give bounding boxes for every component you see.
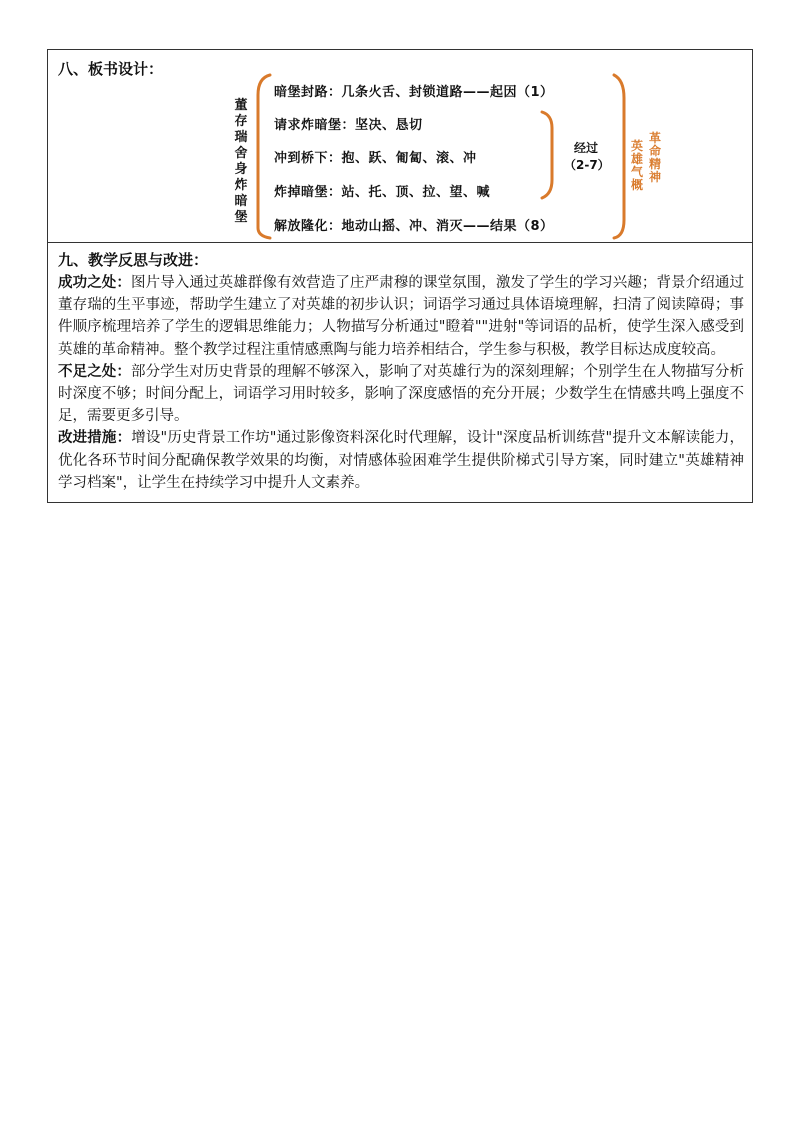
board-design-section bbox=[48, 50, 752, 243]
board-line-4: 炸掉暗堡：站、托、顶、拉、望、喊 bbox=[274, 185, 491, 200]
board-jingguo-label: 经过 bbox=[573, 141, 598, 155]
reflection-section bbox=[48, 243, 752, 502]
shortcoming-text: 部分学生对历史背景的理解不够深入，影响了对英雄行为的深刻理解；个别学生在人物描写分析时深度不够；时间分配上，词语学习用时较多，影响了深度感悟的充分开展；少数学生在情感共鸣上强度不足，需要更多引导。 bbox=[58, 363, 745, 425]
board-design-title: 八、板书设计： bbox=[58, 60, 164, 78]
board-jingguo-range: （2-7） bbox=[564, 158, 610, 172]
shortcoming-label: 不足之处： bbox=[58, 363, 131, 380]
success-paragraph bbox=[58, 272, 744, 361]
improve-label: 改进措施： bbox=[58, 430, 132, 447]
improve-text: 增设"历史背景工作坊"通过影像资料深化时代理解，设计"深度品析训练营"提升文本解读能力，优化各环节时间分配确保教学效果的均衡，对情感体验困难学生提供阶梯式引导方案，同时建立"英雄精神学习档案"，让学生在持续学习中提升人文素养。 bbox=[58, 430, 744, 491]
lesson-plan-table bbox=[47, 49, 753, 503]
reflection-title: 九、教学反思与改进： bbox=[58, 251, 209, 269]
board-line-3: 冲到桥下：抱、跃、匍匐、滚、冲 bbox=[274, 151, 477, 166]
board-line-1: 暗堡封路：几条火舌、封锁道路——起因（1） bbox=[274, 85, 554, 100]
board-right-col-1: 英 雄 气 概 bbox=[630, 139, 643, 192]
improve-paragraph bbox=[58, 427, 744, 494]
board-right-col-2: 革 命 精 神 bbox=[648, 131, 661, 184]
board-vertical-title: 董 存 瑞 舍 身 炸 暗 堡 bbox=[234, 98, 248, 225]
board-line-5: 解放隆化：地动山摇、冲、消灭——结果（8） bbox=[274, 219, 554, 234]
shortcoming-paragraph bbox=[58, 361, 744, 428]
success-label: 成功之处： bbox=[58, 275, 131, 291]
success-text: 图片导入通过英雄群像有效营造了庄严肃穆的课堂氛围，激发了学生的学习兴趣；背景介绍通过董存瑞的生平事迹，帮助学生建立了对英雄的初步认识；词语学习通过具体语境理解，扫清了阅读障碍；事件顺序梳理培养了学生的逻辑思维能力；人物描写分析通过"瞪着""进射"等词语的品析，使学生深入感受到英雄的革命精神。整个教学过程注重情感熏陶与能力培养相结合，学生参与积极，教学目标达成度较高。 bbox=[58, 275, 745, 358]
board-line-2: 请求炸暗堡：坚决、恳切 bbox=[274, 118, 423, 133]
